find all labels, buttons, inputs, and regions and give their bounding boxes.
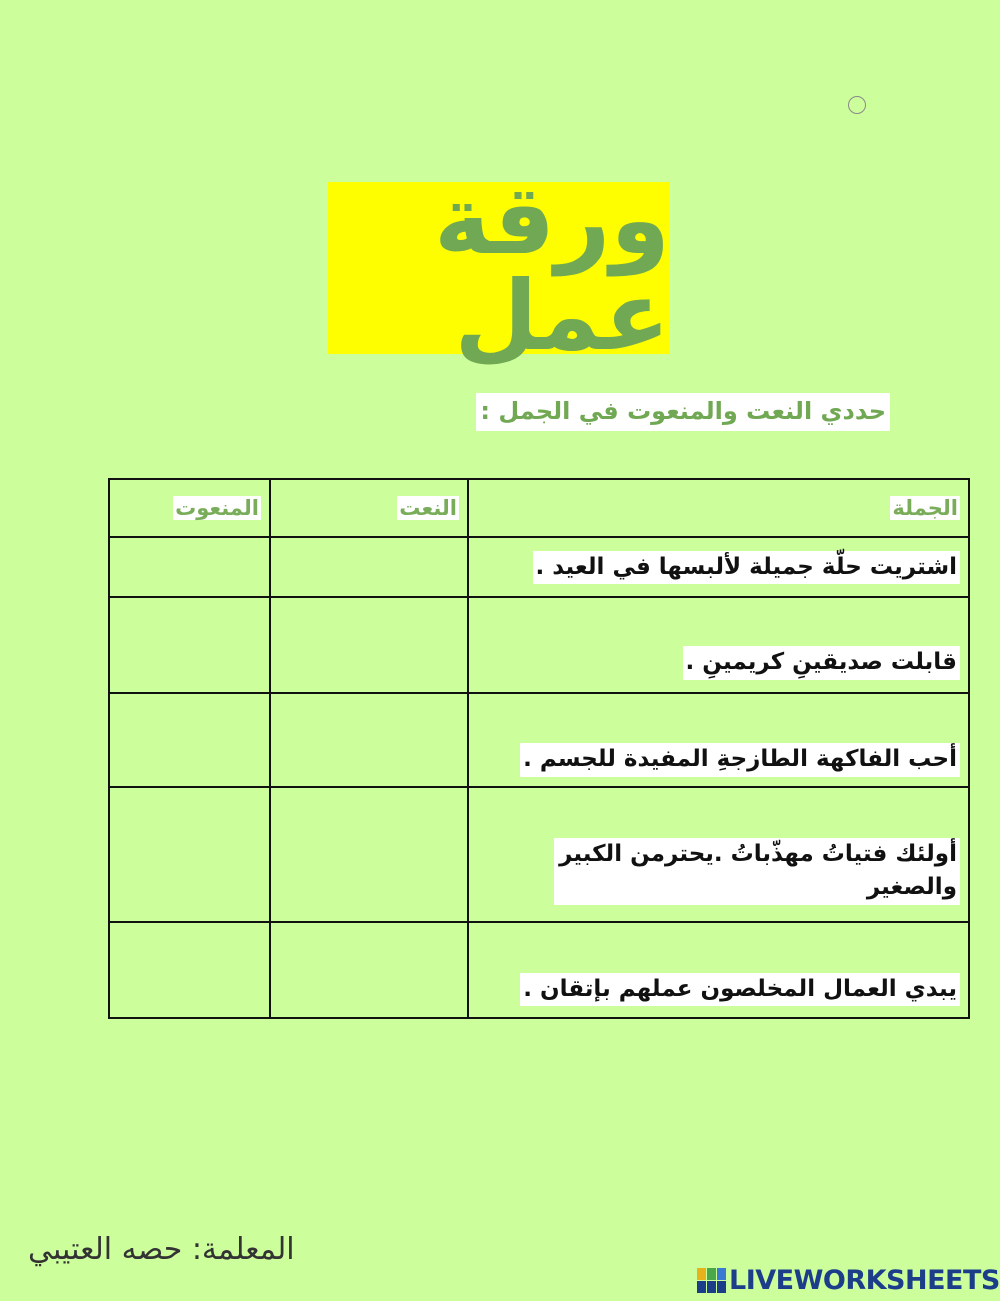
worksheet-table xyxy=(108,478,970,1019)
header-manout: المنعوت xyxy=(109,479,270,537)
sentence-cell: أولئك فتياتُ مهذّباتُ .يحترمن الكبير والصغير xyxy=(468,787,969,921)
page-title: ورقة عمل xyxy=(433,164,670,372)
brand-name: LIVEWORKSHEETS xyxy=(729,1265,1000,1296)
table-row xyxy=(109,922,969,1018)
logo-icon xyxy=(697,1268,726,1293)
naat-answer-cell[interactable] xyxy=(270,537,468,597)
manout-answer-cell[interactable] xyxy=(109,537,270,597)
naat-answer-cell[interactable] xyxy=(270,693,468,787)
table-header-row xyxy=(109,479,969,537)
manout-answer-cell[interactable] xyxy=(109,787,270,921)
teacher-name: المعلمة: حصه العتيبي xyxy=(28,1232,295,1267)
radio-option[interactable] xyxy=(848,96,866,114)
sentence-cell: يبدي العمال المخلصون عملهم بإتقان . xyxy=(468,922,969,1018)
table-row xyxy=(109,537,969,597)
naat-answer-cell[interactable] xyxy=(270,922,468,1018)
manout-answer-cell[interactable] xyxy=(109,597,270,692)
header-sentence: الجملة xyxy=(468,479,969,537)
instruction-text: حددي النعت والمنعوت في الجمل : xyxy=(476,393,890,431)
sentence-cell: قابلت صديقينِ كريمينِ . xyxy=(468,597,969,692)
naat-answer-cell[interactable] xyxy=(270,597,468,692)
sentence-cell: أحب الفاكهة الطازجةِ المفيدة للجسم . xyxy=(468,693,969,787)
table-row xyxy=(109,693,969,787)
table-row xyxy=(109,597,969,692)
liveworksheets-logo[interactable] xyxy=(697,1265,1000,1296)
title-banner xyxy=(328,164,670,372)
header-naat: النعت xyxy=(270,479,468,537)
naat-answer-cell[interactable] xyxy=(270,787,468,921)
manout-answer-cell[interactable] xyxy=(109,922,270,1018)
table-row xyxy=(109,787,969,921)
sentence-cell: اشتريت حلّة جميلة لألبسها في العيد . xyxy=(468,537,969,597)
manout-answer-cell[interactable] xyxy=(109,693,270,787)
